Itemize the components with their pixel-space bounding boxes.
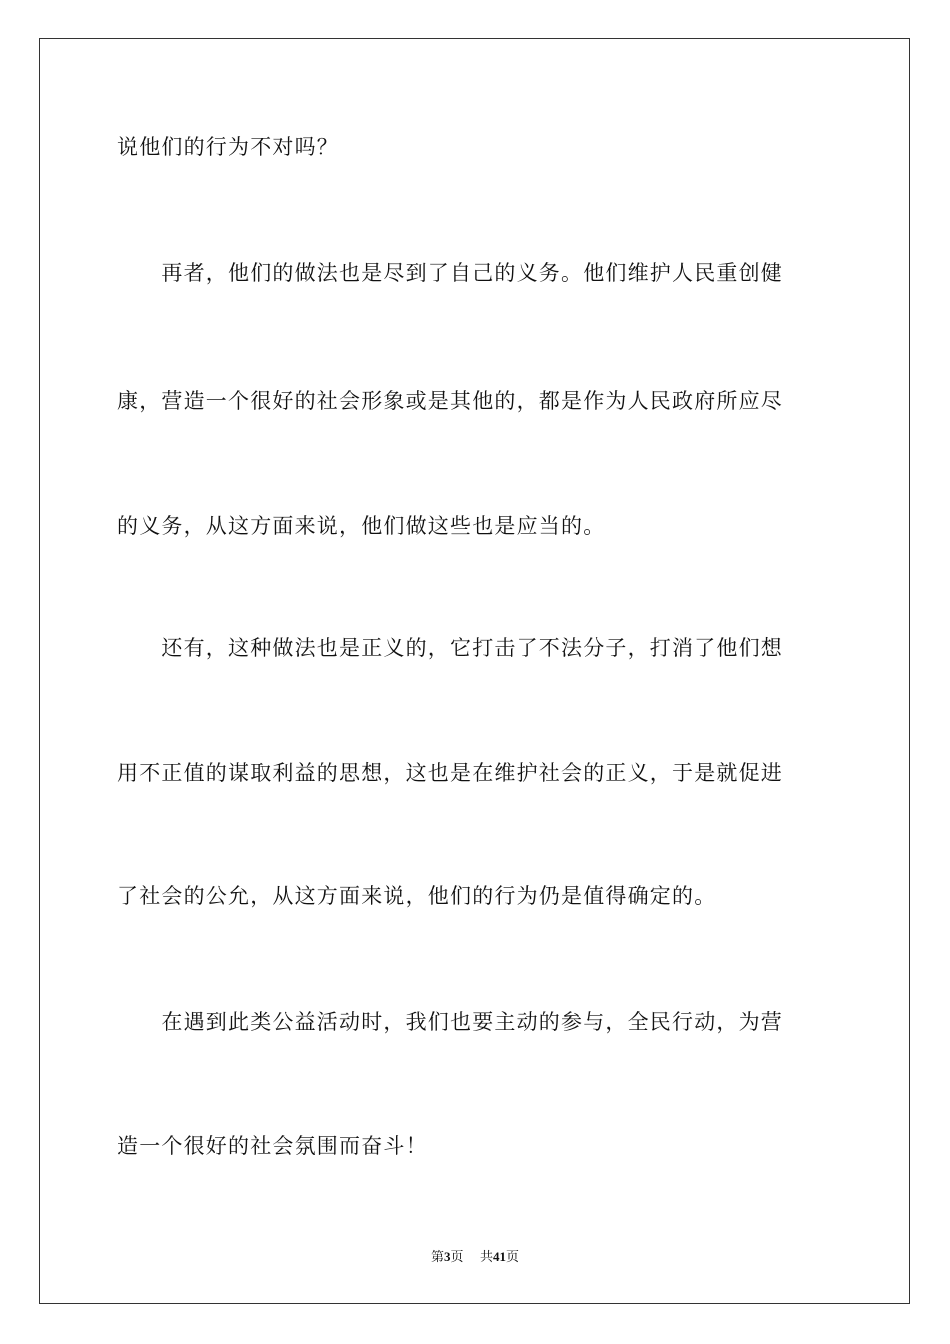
paragraph-line: 再者，他们的做法也是尽到了自己的义务。他们维护人民重创健 [117, 261, 783, 285]
paragraph-line: 造一个很好的社会氛围而奋斗！ [117, 1134, 428, 1158]
footer-total-suffix: 页 [506, 1250, 520, 1265]
footer-page-number: 3 [443, 1249, 451, 1264]
page-border [39, 38, 910, 1304]
paragraph-line: 康，营造一个很好的社会形象或是其他的，都是作为人民政府所应尽 [117, 389, 783, 413]
paragraph-line: 说他们的行为不对吗？ [117, 135, 339, 159]
footer-page-prefix: 第 [430, 1250, 444, 1265]
paragraph-line: 了社会的公允，从这方面来说，他们的行为仍是值得确定的。 [117, 884, 717, 908]
paragraph-line: 的义务，从这方面来说，他们做这些也是应当的。 [117, 514, 606, 538]
footer-total-pages: 41 [493, 1249, 507, 1264]
page-footer [0, 1248, 950, 1267]
footer-total-prefix: 共 [480, 1250, 494, 1265]
paragraph-line: 还有，这种做法也是正义的，它打击了不法分子，打消了他们想 [117, 636, 783, 660]
paragraph-line: 在遇到此类公益活动时，我们也要主动的参与，全民行动，为营 [117, 1010, 783, 1034]
footer-page-suffix: 页 [450, 1250, 464, 1265]
paragraph-line: 用不正值的谋取利益的思想，这也是在维护社会的正义，于是就促进 [117, 761, 783, 785]
